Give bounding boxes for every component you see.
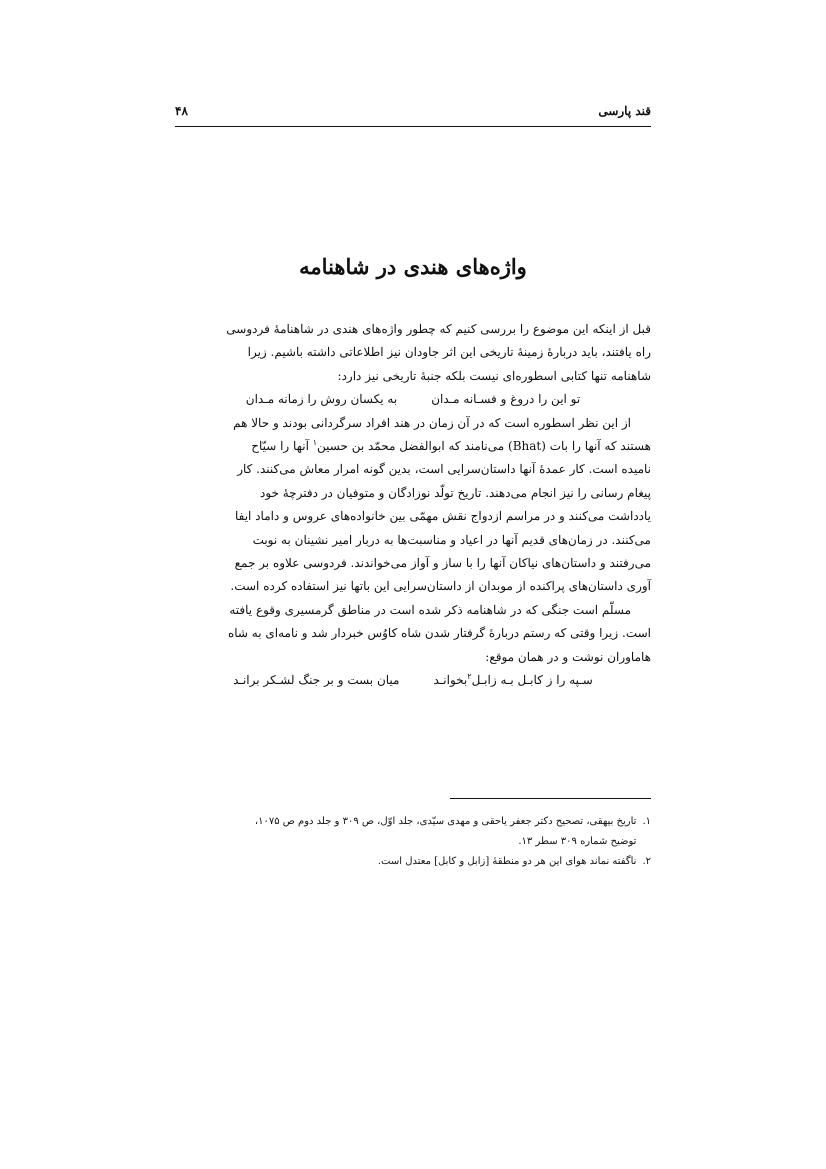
text-line: راه یافتند، باید دربارهٔ زمینهٔ تاریخی این اثر جاودان نیز اطلاعاتی داشته باشیم. زیرا (247, 345, 651, 360)
page-header (175, 102, 651, 124)
text-line: نامیده است. کار عمدهٔ آنها داستان‌سرایی است، بدین گونه امرار معاش می‌کنند. کار (237, 462, 651, 477)
text-line: می‌کنند. در زمان‌های قدیم آنها در اعیاد و مناسبت‌ها به دربار امیر نشینان به نوبت (252, 532, 651, 547)
text-line: می‌رفتند و داستان‌های نیاکان آنها را با ساز و آواز می‌خواندند. فردوسی علاوه بر جمع (234, 556, 651, 571)
header-rule (175, 126, 651, 127)
text-line (175, 435, 651, 458)
text-line: آوری داستان‌های پراکنده از موبدان از داستان‌سرایی این باتها نیز استفاده کرده است. (230, 579, 651, 594)
footnote-2 (175, 852, 651, 872)
footnote-separator (450, 798, 651, 799)
footnotes (175, 812, 651, 872)
footnote-text (175, 812, 636, 852)
running-title: قند پارسی (598, 104, 651, 118)
text-line: است. زیرا وقتی که رستم دربارهٔ گرفتار شدن شاه کاوُس خبردار شد و نامه‌ای به شاه (227, 626, 651, 641)
text-segment: سـپه را ز کابـل بـه زابـل (471, 673, 593, 688)
page-number: ۴۸ (175, 104, 188, 118)
verse-2-hemistich-2: میان بست و بر جنگ لشـکر برانـد (233, 673, 400, 688)
verse-2 (175, 669, 651, 692)
text-line: هاماوران نوشت و در همان موقع: (485, 649, 651, 664)
article-title: واژه‌های هندی در شاهنامه (299, 254, 527, 279)
text-line: مسلّم است جنگی که در شاهنامه ذکر شده است در مناطق گرمسیری وقوع یافته (229, 602, 631, 617)
text-line: قبل از اینکه این موضوع را بررسی کنیم که چطور واژه‌های هندی در شاهنامهٔ فردوسی (226, 322, 651, 336)
verse-1-hemistich-2: به یکسان روش را زمانه مـدان (245, 392, 398, 407)
paragraph-1 (175, 318, 651, 388)
article-body (175, 318, 651, 693)
footnote-number: ۱. (642, 816, 651, 827)
footnote-text (175, 852, 636, 872)
footnote-number: ۲. (642, 856, 651, 867)
footnote-line: ناگفته نماند هوای این هر دو منطقهٔ [زابل و کابل] معتدل است. (377, 856, 637, 867)
verse-1 (175, 388, 651, 411)
text-line: از این نظر اسطوره است که در آن زمان در هند افراد سرگردانی بودند و حالا هم (233, 415, 631, 430)
paragraph-3 (175, 599, 651, 669)
text-line: یادداشت می‌کنند و در مراسم ازدواج نقش مهمّی بین خانواده‌های عروس و داماد ایفا (234, 509, 651, 524)
text-segment: بخوانـد (433, 673, 468, 688)
footnote-line: تاریخ بیهقی، تصحیح دکتر جعفر یاحقی و مهدی سیّدی، جلد اوّل، ص ۳۰۹ و جلد دوم ص ۱۰۷۵، (254, 816, 637, 827)
text-segment: هستند که آنها را بات (Bhat) می‌نامند که ابوالفضل محمّد بن حسین (317, 439, 651, 454)
text-segment: آنها را سیّاح (251, 439, 313, 454)
footnote-marker-1[interactable]: ۱ (312, 438, 318, 448)
verse-2-hemistich-1 (433, 669, 592, 692)
paragraph-2 (175, 412, 651, 599)
footnote-line: توضیح شماره ۳۰۹ سطر ۱۳. (518, 836, 637, 847)
text-line: شاهنامه تنها کتابی اسطوره‌ای نیست بلکه جنبهٔ تاریخی نیز دارد: (337, 368, 651, 383)
footnote-marker-2[interactable]: ۲ (467, 672, 472, 682)
verse-1-hemistich-1: تو این را دروغ و فسـانه مـدان (431, 392, 581, 407)
text-line: پیغام رسانی را نیز انجام می‌دهند. تاریخ تولّد نوزادگان و متوفیان در دفترچهٔ خود (259, 485, 651, 500)
footnote-1 (175, 812, 651, 852)
